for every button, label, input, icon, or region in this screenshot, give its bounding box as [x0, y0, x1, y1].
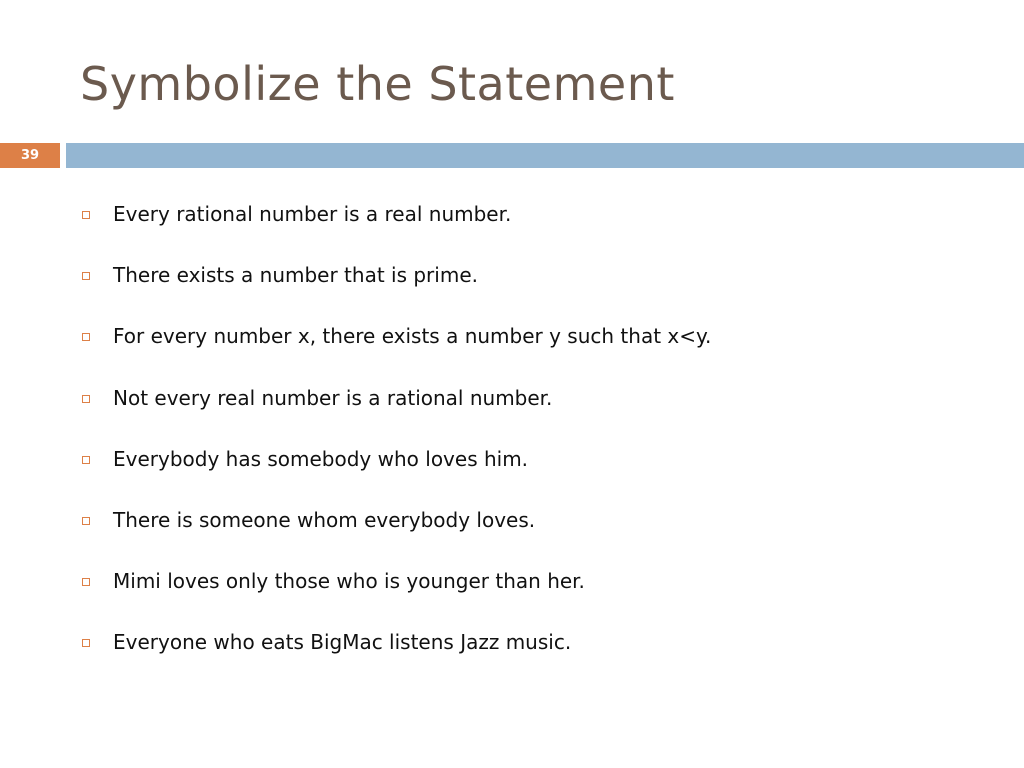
square-bullet-icon — [82, 333, 90, 341]
slide-title: Symbolize the Statement — [80, 57, 675, 111]
bullet-text: There exists a number that is prime. — [113, 263, 478, 288]
square-bullet-icon — [82, 578, 90, 586]
bullet-text: Not every real number is a rational number. — [113, 385, 553, 410]
bullet-item — [82, 504, 711, 565]
bullet-item — [82, 443, 711, 504]
bullet-text: For every number x, there exists a number y such that x<y. — [113, 324, 712, 349]
square-bullet-icon — [82, 639, 90, 647]
square-bullet-icon — [82, 456, 90, 464]
square-bullet-icon — [82, 517, 90, 525]
bullet-text: Mimi loves only those who is younger than her. — [113, 569, 585, 594]
bullet-item — [82, 320, 711, 381]
bullet-item — [82, 259, 711, 320]
bullet-item — [82, 382, 711, 443]
square-bullet-icon — [82, 395, 90, 403]
bullet-item — [82, 198, 711, 259]
bullet-text: There is someone whom everybody loves. — [113, 507, 536, 532]
header-bar — [66, 143, 1024, 168]
bullet-text: Everybody has somebody who loves him. — [113, 446, 529, 471]
square-bullet-icon — [82, 272, 90, 280]
bullet-item — [82, 626, 711, 687]
bullet-text: Everyone who eats BigMac listens Jazz music. — [113, 630, 572, 655]
slide-number-badge: 39 — [0, 143, 60, 168]
square-bullet-icon — [82, 211, 90, 219]
bullet-text: Every rational number is a real number. — [113, 202, 512, 226]
bullet-item — [82, 565, 711, 626]
bullet-list — [82, 198, 711, 688]
